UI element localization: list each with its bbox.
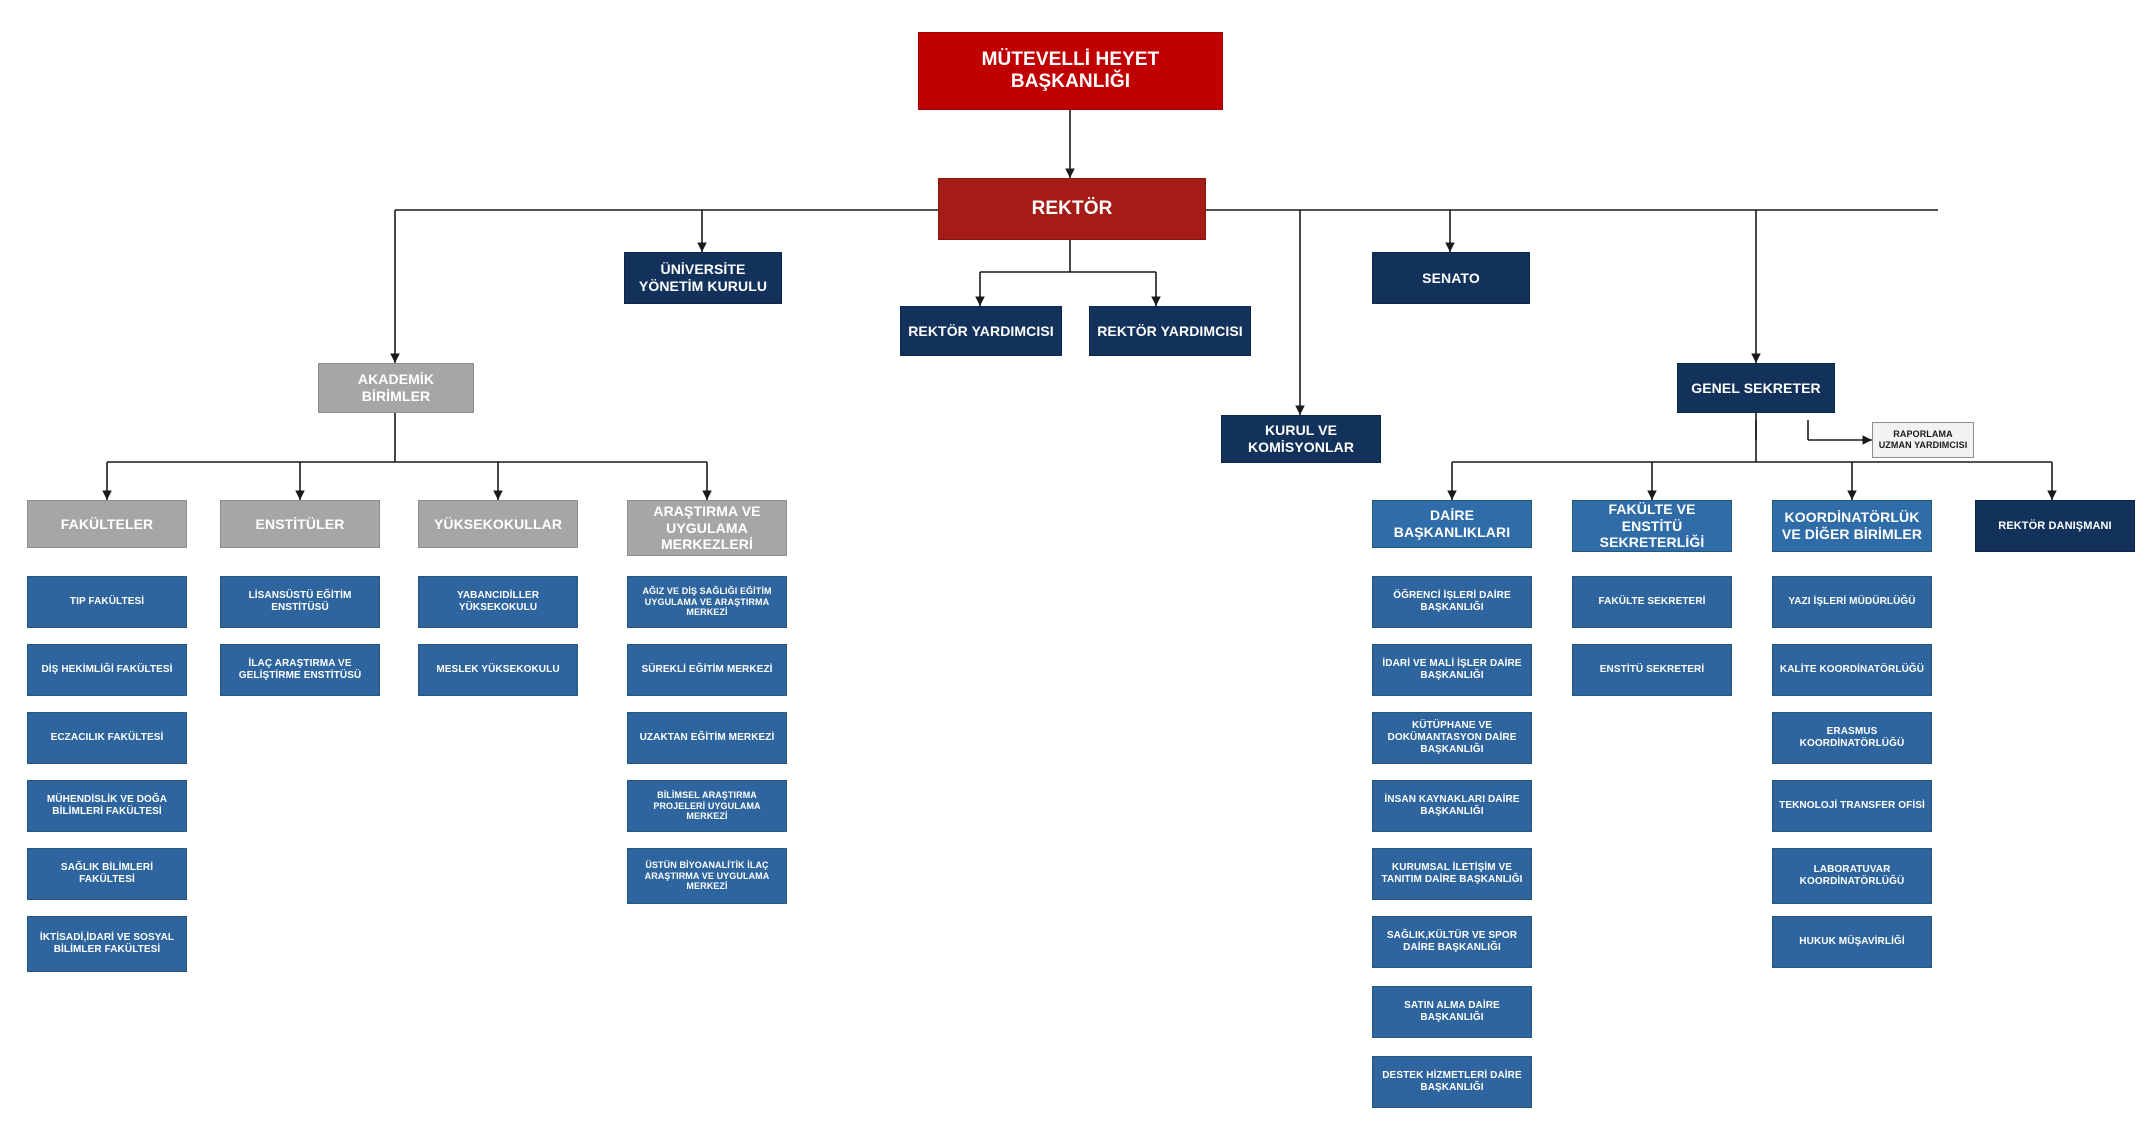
list-item[interactable] bbox=[1772, 712, 1932, 764]
list-item[interactable] bbox=[27, 576, 187, 628]
list-item[interactable] bbox=[627, 848, 787, 904]
list-item[interactable] bbox=[1372, 644, 1532, 696]
item-label: FAKÜLTE SEKRETERİ bbox=[1598, 596, 1706, 608]
list-item[interactable] bbox=[1372, 712, 1532, 764]
node-senato[interactable] bbox=[1372, 252, 1530, 304]
list-item[interactable] bbox=[27, 780, 187, 832]
node-label: RAPORLAMA UZMAN YARDIMCISI bbox=[1878, 429, 1968, 450]
item-label: İKTİSADİ,İDARİ VE SOSYAL BİLİMLER FAKÜLTESİ bbox=[39, 932, 175, 955]
list-item[interactable] bbox=[418, 644, 578, 696]
item-label: AĞIZ VE DİŞ SAĞLIĞI EĞİTİM UYGULAMA VE ARAŞTIRMA MERKEZİ bbox=[642, 586, 772, 618]
list-item[interactable] bbox=[418, 576, 578, 628]
item-label: ÖĞRENCİ İŞLERİ DAİRE BAŞKANLIĞI bbox=[1393, 590, 1511, 613]
node-label: ÜNİVERSİTE YÖNETİM KURULU bbox=[638, 261, 768, 294]
item-label: UZAKTAN EĞİTİM MERKEZİ bbox=[639, 732, 775, 744]
column-header-label: FAKÜLTE VE ENSTİTÜ SEKRETERLİĞİ bbox=[1599, 501, 1705, 551]
list-item[interactable] bbox=[220, 576, 380, 628]
item-label: LİSANSÜSTÜ EĞİTİM ENSTİTÜSÜ bbox=[248, 590, 352, 613]
column-header-koordinatorluk-diger-birimler[interactable] bbox=[1772, 500, 1932, 552]
node-rektor-yardimcisi-2[interactable] bbox=[1089, 306, 1251, 356]
list-item[interactable] bbox=[627, 712, 787, 764]
item-label: DESTEK HİZMETLERİ DAİRE BAŞKANLIĞI bbox=[1382, 1070, 1522, 1093]
column-header-arastirma-uygulama-merkezleri[interactable] bbox=[627, 500, 787, 556]
column-header-label: ENSTİTÜLER bbox=[255, 515, 345, 532]
item-label: YAZI İŞLERİ MÜDÜRLÜĞÜ bbox=[1788, 596, 1916, 608]
item-label: SÜREKLİ EĞİTİM MERKEZİ bbox=[641, 664, 773, 676]
list-item[interactable] bbox=[627, 576, 787, 628]
item-label: KALİTE KOORDİNATÖRLÜĞÜ bbox=[1779, 664, 1925, 676]
node-mutevelli-heyet-baskanligi[interactable] bbox=[918, 32, 1223, 110]
list-item[interactable] bbox=[27, 848, 187, 900]
column-header-label: DAİRE BAŞKANLIKLARI bbox=[1393, 507, 1511, 540]
node-label: REKTÖR bbox=[1031, 197, 1113, 219]
node-akademik-birimler[interactable] bbox=[318, 363, 474, 413]
item-label: İNSAN KAYNAKLARI DAİRE BAŞKANLIĞI bbox=[1384, 794, 1520, 817]
list-item[interactable] bbox=[1572, 576, 1732, 628]
node-label: SENATO bbox=[1422, 269, 1480, 286]
item-label: SAĞLIK,KÜLTÜR VE SPOR DAİRE BAŞKANLIĞI bbox=[1386, 930, 1518, 953]
column-header-fakulte-enstitu-sekreterligi[interactable] bbox=[1572, 500, 1732, 552]
node-raporlama-uzman-yardimcisi[interactable] bbox=[1872, 422, 1974, 458]
item-label: İDARİ VE MALİ İŞLER DAİRE BAŞKANLIĞI bbox=[1382, 658, 1522, 681]
list-item[interactable] bbox=[1772, 644, 1932, 696]
list-item[interactable] bbox=[1372, 848, 1532, 900]
item-label: YABANCIDİLLER YÜKSEKOKULU bbox=[456, 590, 540, 613]
list-item[interactable] bbox=[627, 780, 787, 832]
item-label: DİŞ HEKİMLİĞİ FAKÜLTESİ bbox=[41, 664, 173, 676]
list-item[interactable] bbox=[1372, 986, 1532, 1038]
node-rektor-danismani[interactable] bbox=[1975, 500, 2135, 552]
column-header-daire-baskanliklari[interactable] bbox=[1372, 500, 1532, 548]
item-label: ERASMUS KOORDİNATÖRLÜĞÜ bbox=[1799, 726, 1905, 749]
list-item[interactable] bbox=[27, 712, 187, 764]
item-label: TEKNOLOJİ TRANSFER OFİSİ bbox=[1779, 800, 1925, 812]
column-header-enstituler[interactable] bbox=[220, 500, 380, 548]
list-item[interactable] bbox=[1572, 644, 1732, 696]
item-label: SAĞLIK BİLİMLERİ FAKÜLTESİ bbox=[60, 862, 154, 885]
column-header-fakulteler[interactable] bbox=[27, 500, 187, 548]
node-genel-sekreter[interactable] bbox=[1677, 363, 1835, 413]
item-label: TIP FAKÜLTESİ bbox=[69, 596, 145, 608]
node-kurul-ve-komisyonlar[interactable] bbox=[1221, 415, 1381, 463]
node-label: REKTÖR DANIŞMANI bbox=[1998, 519, 2112, 532]
list-item[interactable] bbox=[1372, 780, 1532, 832]
list-item[interactable] bbox=[27, 916, 187, 972]
item-label: ÜSTÜN BİYOANALİTİK İLAÇ ARAŞTIRMA VE UYGULAMA MERKEZİ bbox=[644, 860, 770, 892]
item-label: ENSTİTÜ SEKRETERİ bbox=[1599, 664, 1705, 676]
node-label: MÜTEVELLİ HEYET BAŞKANLIĞI bbox=[981, 48, 1160, 92]
node-rektor[interactable] bbox=[938, 178, 1206, 240]
column-header-label: FAKÜLTELER bbox=[60, 515, 154, 532]
node-rektor-yardimcisi-1[interactable] bbox=[900, 306, 1062, 356]
column-header-label: ARAŞTIRMA VE UYGULAMA MERKEZLERİ bbox=[653, 503, 761, 553]
column-header-label: KOORDİNATÖRLÜK VE DİĞER BİRİMLER bbox=[1781, 509, 1923, 542]
list-item[interactable] bbox=[220, 644, 380, 696]
column-header-label: YÜKSEKOKULLAR bbox=[433, 515, 563, 532]
item-label: MESLEK YÜKSEKOKULU bbox=[436, 664, 560, 676]
node-label: AKADEMİK BİRİMLER bbox=[357, 371, 435, 404]
item-label: KÜTÜPHANE VE DOKÜMANTASYON DAİRE BAŞKANLIĞI bbox=[1387, 720, 1517, 755]
node-label: KURUL VE KOMİSYONLAR bbox=[1247, 422, 1355, 455]
item-label: BİLİMSEL ARAŞTIRMA PROJELERİ UYGULAMA MERKEZİ bbox=[653, 790, 761, 822]
node-label: REKTÖR YARDIMCISI bbox=[908, 322, 1054, 339]
node-label: GENEL SEKRETER bbox=[1691, 379, 1821, 396]
item-label: HUKUK MÜŞAVİRLİĞİ bbox=[1799, 936, 1905, 948]
list-item[interactable] bbox=[27, 644, 187, 696]
list-item[interactable] bbox=[1772, 576, 1932, 628]
list-item[interactable] bbox=[1372, 1056, 1532, 1108]
node-label: REKTÖR YARDIMCISI bbox=[1097, 322, 1243, 339]
item-label: LABORATUVAR KOORDİNATÖRLÜĞÜ bbox=[1799, 864, 1905, 887]
list-item[interactable] bbox=[1772, 780, 1932, 832]
column-header-yuksekokullar[interactable] bbox=[418, 500, 578, 548]
list-item[interactable] bbox=[1772, 916, 1932, 968]
item-label: SATIN ALMA DAİRE BAŞKANLIĞI bbox=[1404, 1000, 1500, 1023]
item-label: KURUMSAL İLETİŞİM VE TANITIM DAİRE BAŞKANLIĞI bbox=[1381, 862, 1523, 885]
list-item[interactable] bbox=[1772, 848, 1932, 904]
item-label: ECZACILIK FAKÜLTESİ bbox=[50, 732, 164, 744]
list-item[interactable] bbox=[1372, 576, 1532, 628]
item-label: MÜHENDİSLİK VE DOĞA BİLİMLERİ FAKÜLTESİ bbox=[46, 794, 168, 817]
list-item[interactable] bbox=[627, 644, 787, 696]
item-label: İLAÇ ARAŞTIRMA VE GELİŞTİRME ENSTİTÜSÜ bbox=[238, 658, 362, 681]
node-universite-yonetim-kurulu[interactable] bbox=[624, 252, 782, 304]
list-item[interactable] bbox=[1372, 916, 1532, 968]
